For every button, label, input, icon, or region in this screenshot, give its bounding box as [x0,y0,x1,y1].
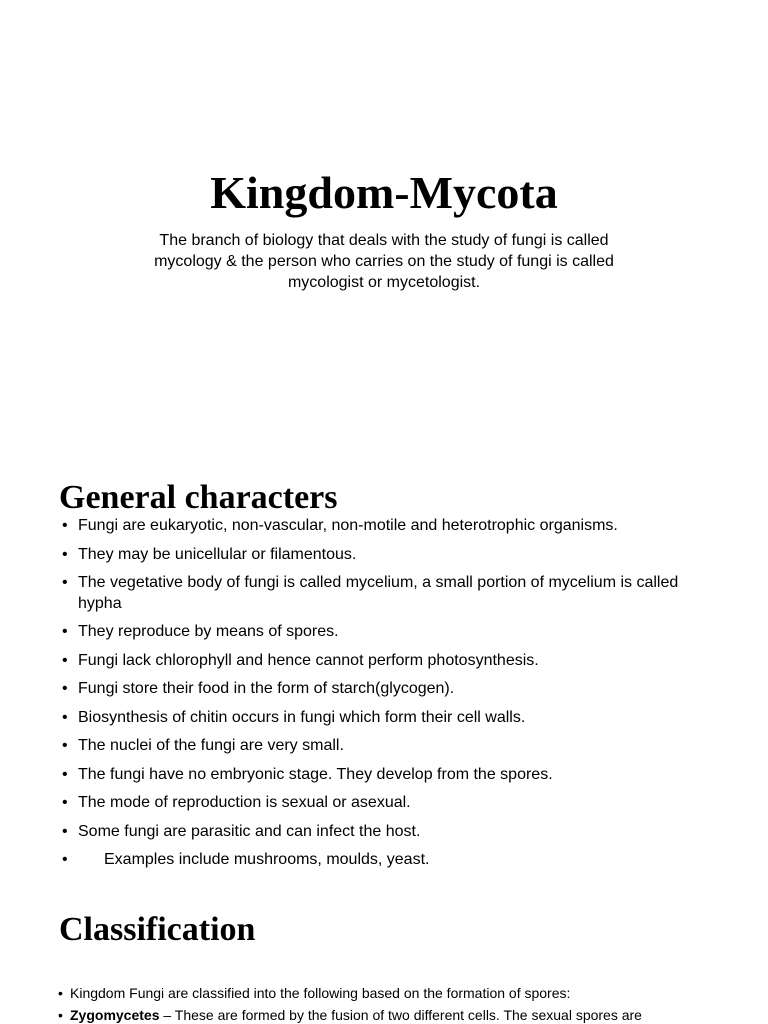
classification-list [58,982,718,1024]
list-item-text: The fungi have no embryonic stage. They develop from the spores. [78,765,553,783]
list-item [62,679,712,700]
list-item [58,982,718,1004]
list-item-text: Fungi store their food in the form of starch(glycogen). [78,680,455,697]
list-item [62,573,712,614]
bullet-icon: • [62,737,68,754]
list-item [62,850,712,868]
bullet-icon: • [62,765,68,783]
term-zygomycetes: Zygomycetes [70,1007,160,1023]
list-item-text: The mode of reproduction is sexual or asexual. [78,794,411,811]
list-item [58,1004,718,1024]
bullet-icon: • [62,651,68,669]
classification-slide [0,882,768,1024]
list-item-text: They reproduce by means of spores. [78,623,339,640]
list-item [62,793,712,814]
list-item-text: They may be unicellular or filamentous. [78,545,357,563]
list-item [62,822,712,843]
bullet-icon: • [62,794,68,811]
subtitle-text: The branch of biology that deals with the study of fungi is called mycology & the person who carries on the study of fungi is called mycologist or mycetologist. [154,232,614,291]
list-item-text: The nuclei of the fungi are very small. [78,737,344,754]
list-item [62,736,712,757]
page-title: Kingdom-Mycota [210,167,558,218]
list-item-text: Fungi are eukaryotic, non-vascular, non-motile and heterotrophic organisms. [78,517,618,534]
bullet-icon: • [62,851,68,868]
general-characters-list [62,516,712,868]
list-item [62,516,712,537]
bullet-icon: • [62,822,68,840]
list-item [62,545,712,566]
bullet-icon: • [62,574,68,591]
list-item-text: Some fungi are parasitic and can infect the host. [78,822,421,840]
list-item [62,765,712,786]
bullet-icon: • [62,517,68,534]
bullet-icon: • [62,545,68,563]
section-heading-classification: Classification [59,911,256,948]
list-item-text: Examples include mushrooms, moulds, yeast. [104,851,430,868]
list-item-text: Biosynthesis of chitin occurs in fungi which form their cell walls. [78,708,526,726]
list-item-text: Kingdom Fungi are classified into the following based on the formation of spores: [70,985,571,1001]
title-slide [0,0,768,432]
bullet-icon: • [62,708,68,726]
list-item-text: Fungi lack chlorophyll and hence cannot perform photosynthesis. [78,651,539,669]
list-item-text: The vegetative body of fungi is called mycelium, a small portion of mycelium is called hypha [78,574,679,612]
general-characters-slide [0,432,768,868]
bullet-icon: • [58,985,63,1001]
list-item [62,651,712,672]
bullet-icon: • [62,680,68,697]
bullet-icon: • [58,1007,63,1023]
list-item-text: – These are formed by the fusion of two different cells. The sexual spores are [159,1007,642,1023]
list-item [62,622,712,643]
list-item [62,708,712,729]
bullet-icon: • [62,623,68,640]
section-heading-general-characters: General characters [59,479,338,516]
